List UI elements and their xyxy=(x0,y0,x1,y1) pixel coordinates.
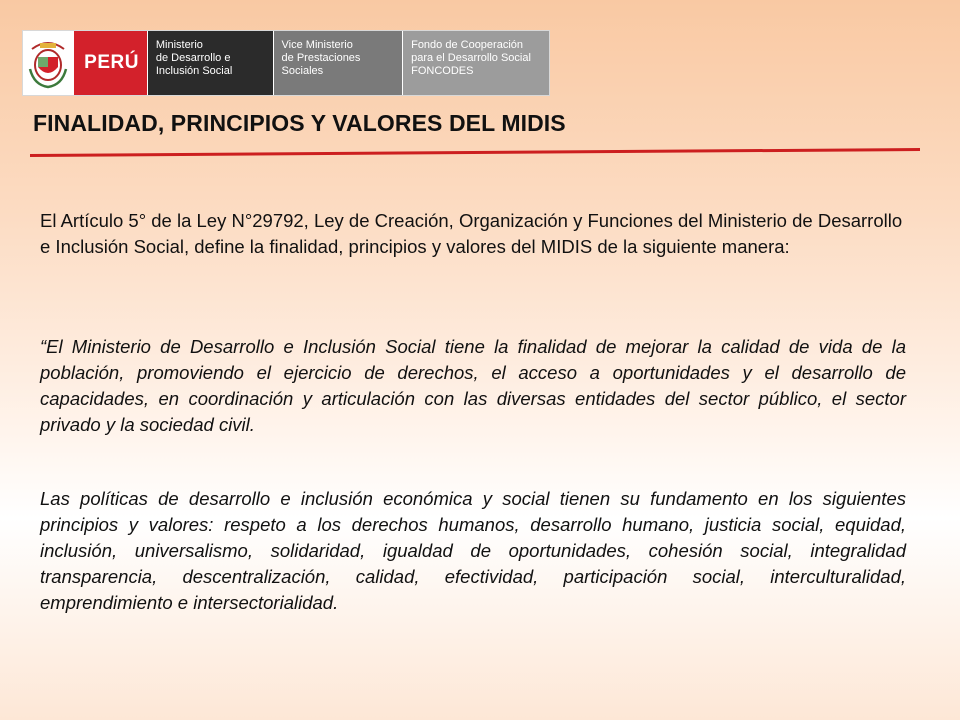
slide-title: FINALIDAD, PRINCIPIOS Y VALORES DEL MIDIS xyxy=(33,110,566,136)
vice-ministry-line: de Prestaciones xyxy=(281,52,361,64)
quote-paragraph-1: “El Ministerio de Desarrollo e Inclusión Social tiene la finalidad de mejorar la calidad de vida de la población, promoviendo el ejercicio de derechos, el acceso a oportunidades y el desarrollo de capacidades, en coordinación y articulación con las diversas entidades del sector público, el sector privado y la sociedad civil. xyxy=(40,336,906,435)
title-underline xyxy=(30,142,920,162)
foncodes-line: FONCODES xyxy=(411,65,474,77)
foncodes-line: para el Desarrollo Social xyxy=(411,52,531,64)
vice-ministry-line: Vice Ministerio xyxy=(281,39,353,51)
quote-paragraph-2: Las políticas de desarrollo e inclusión económica y social tienen su fundamento en los siguientes principios y valores: respeto a los derechos humanos, desarrollo humano, justicia social, equidad, inclusión, universalismo, solidaridad, igualdad de oportunidades, cohesión social, integralidad transparencia, descentralización, calidad, efectividad, participación social, interculturalidad, emprendimiento e intersectorialidad. xyxy=(40,488,906,613)
header-logo-banner xyxy=(22,30,550,96)
peru-brand-block: PERÚ xyxy=(73,31,147,95)
ministry-line: Inclusión Social xyxy=(155,65,233,77)
vice-ministry-block xyxy=(273,31,403,95)
ministry-line: de Desarrollo e xyxy=(155,52,231,64)
ministry-line: Ministerio xyxy=(155,39,203,51)
foncodes-line: Fondo de Cooperación xyxy=(411,39,524,51)
vice-ministry-line: Sociales xyxy=(281,65,324,77)
intro-paragraph: El Artículo 5° de la Ley N°29792, Ley de Creación, Organización y Funciones del Ministerio de Desarrollo e Inclusión Social, define la finalidad, principios y valores del MIDIS de la siguiente manera: xyxy=(40,210,903,257)
coat-of-arms-icon xyxy=(23,31,73,95)
foncodes-block xyxy=(402,31,549,95)
ministry-name-block xyxy=(147,31,273,95)
